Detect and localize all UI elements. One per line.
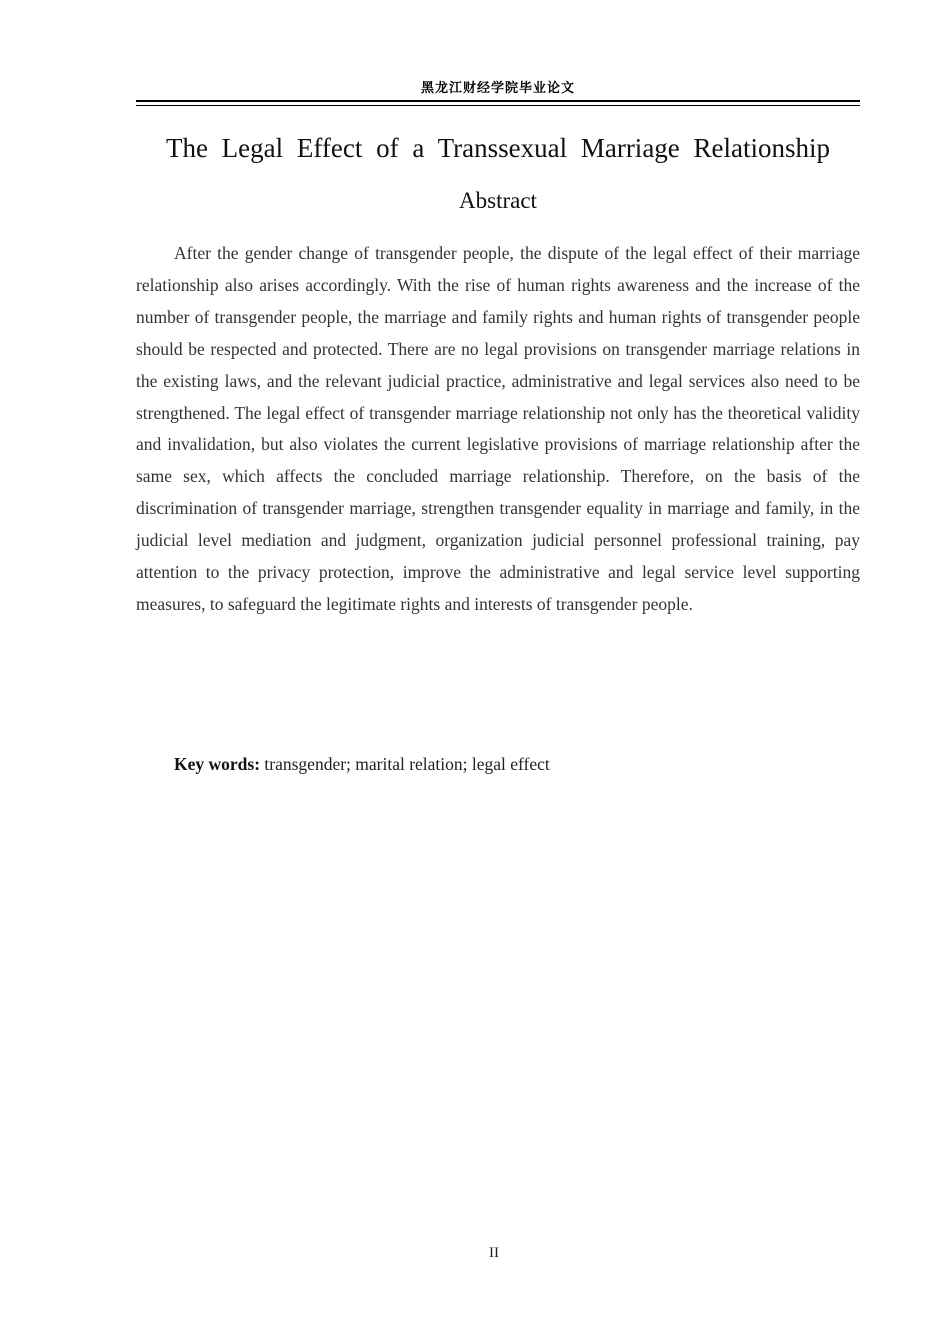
page-number: II xyxy=(489,1245,499,1261)
keywords-line xyxy=(174,750,860,778)
running-header: 黑龙江财经学院毕业论文 xyxy=(420,81,575,96)
abstract-body: After the gender change of transgender people, the dispute of the legal effect of their marriage relationship also arises accordingly. With the rise of human rights awareness and the increase of the number of transgender people, the marriage and family rights and human rights of transgender people should be respected and protected. There are no legal provisions on transgender marriage relations in the existing laws, and the relevant judicial practice, administrative and legal services also need to be strengthened. The legal effect of transgender marriage relationship not only has the theoretical validity and invalidation, but also violates the current legislative provisions of marriage relationship after the same sex, which affects the concluded marriage relationship. Therefore, on the basis of the discrimination of transgender marriage, strengthen transgender equality in marriage and family, in the judicial level mediation and judgment, organization judicial personnel professional training, pay attention to the privacy protection, improve the administrative and legal service level supporting measures, to safeguard the legitimate rights and interests of transgender people. xyxy=(136,243,860,614)
abstract-heading: Abstract xyxy=(459,188,537,213)
keywords-label: Key words: xyxy=(174,754,261,774)
keywords-text: transgender; marital relation; legal effect xyxy=(264,754,550,774)
header-rule-thin xyxy=(136,105,860,106)
paper-title: The Legal Effect of a Transsexual Marriage Relationship xyxy=(165,133,831,163)
header-rule-thick xyxy=(136,100,860,102)
